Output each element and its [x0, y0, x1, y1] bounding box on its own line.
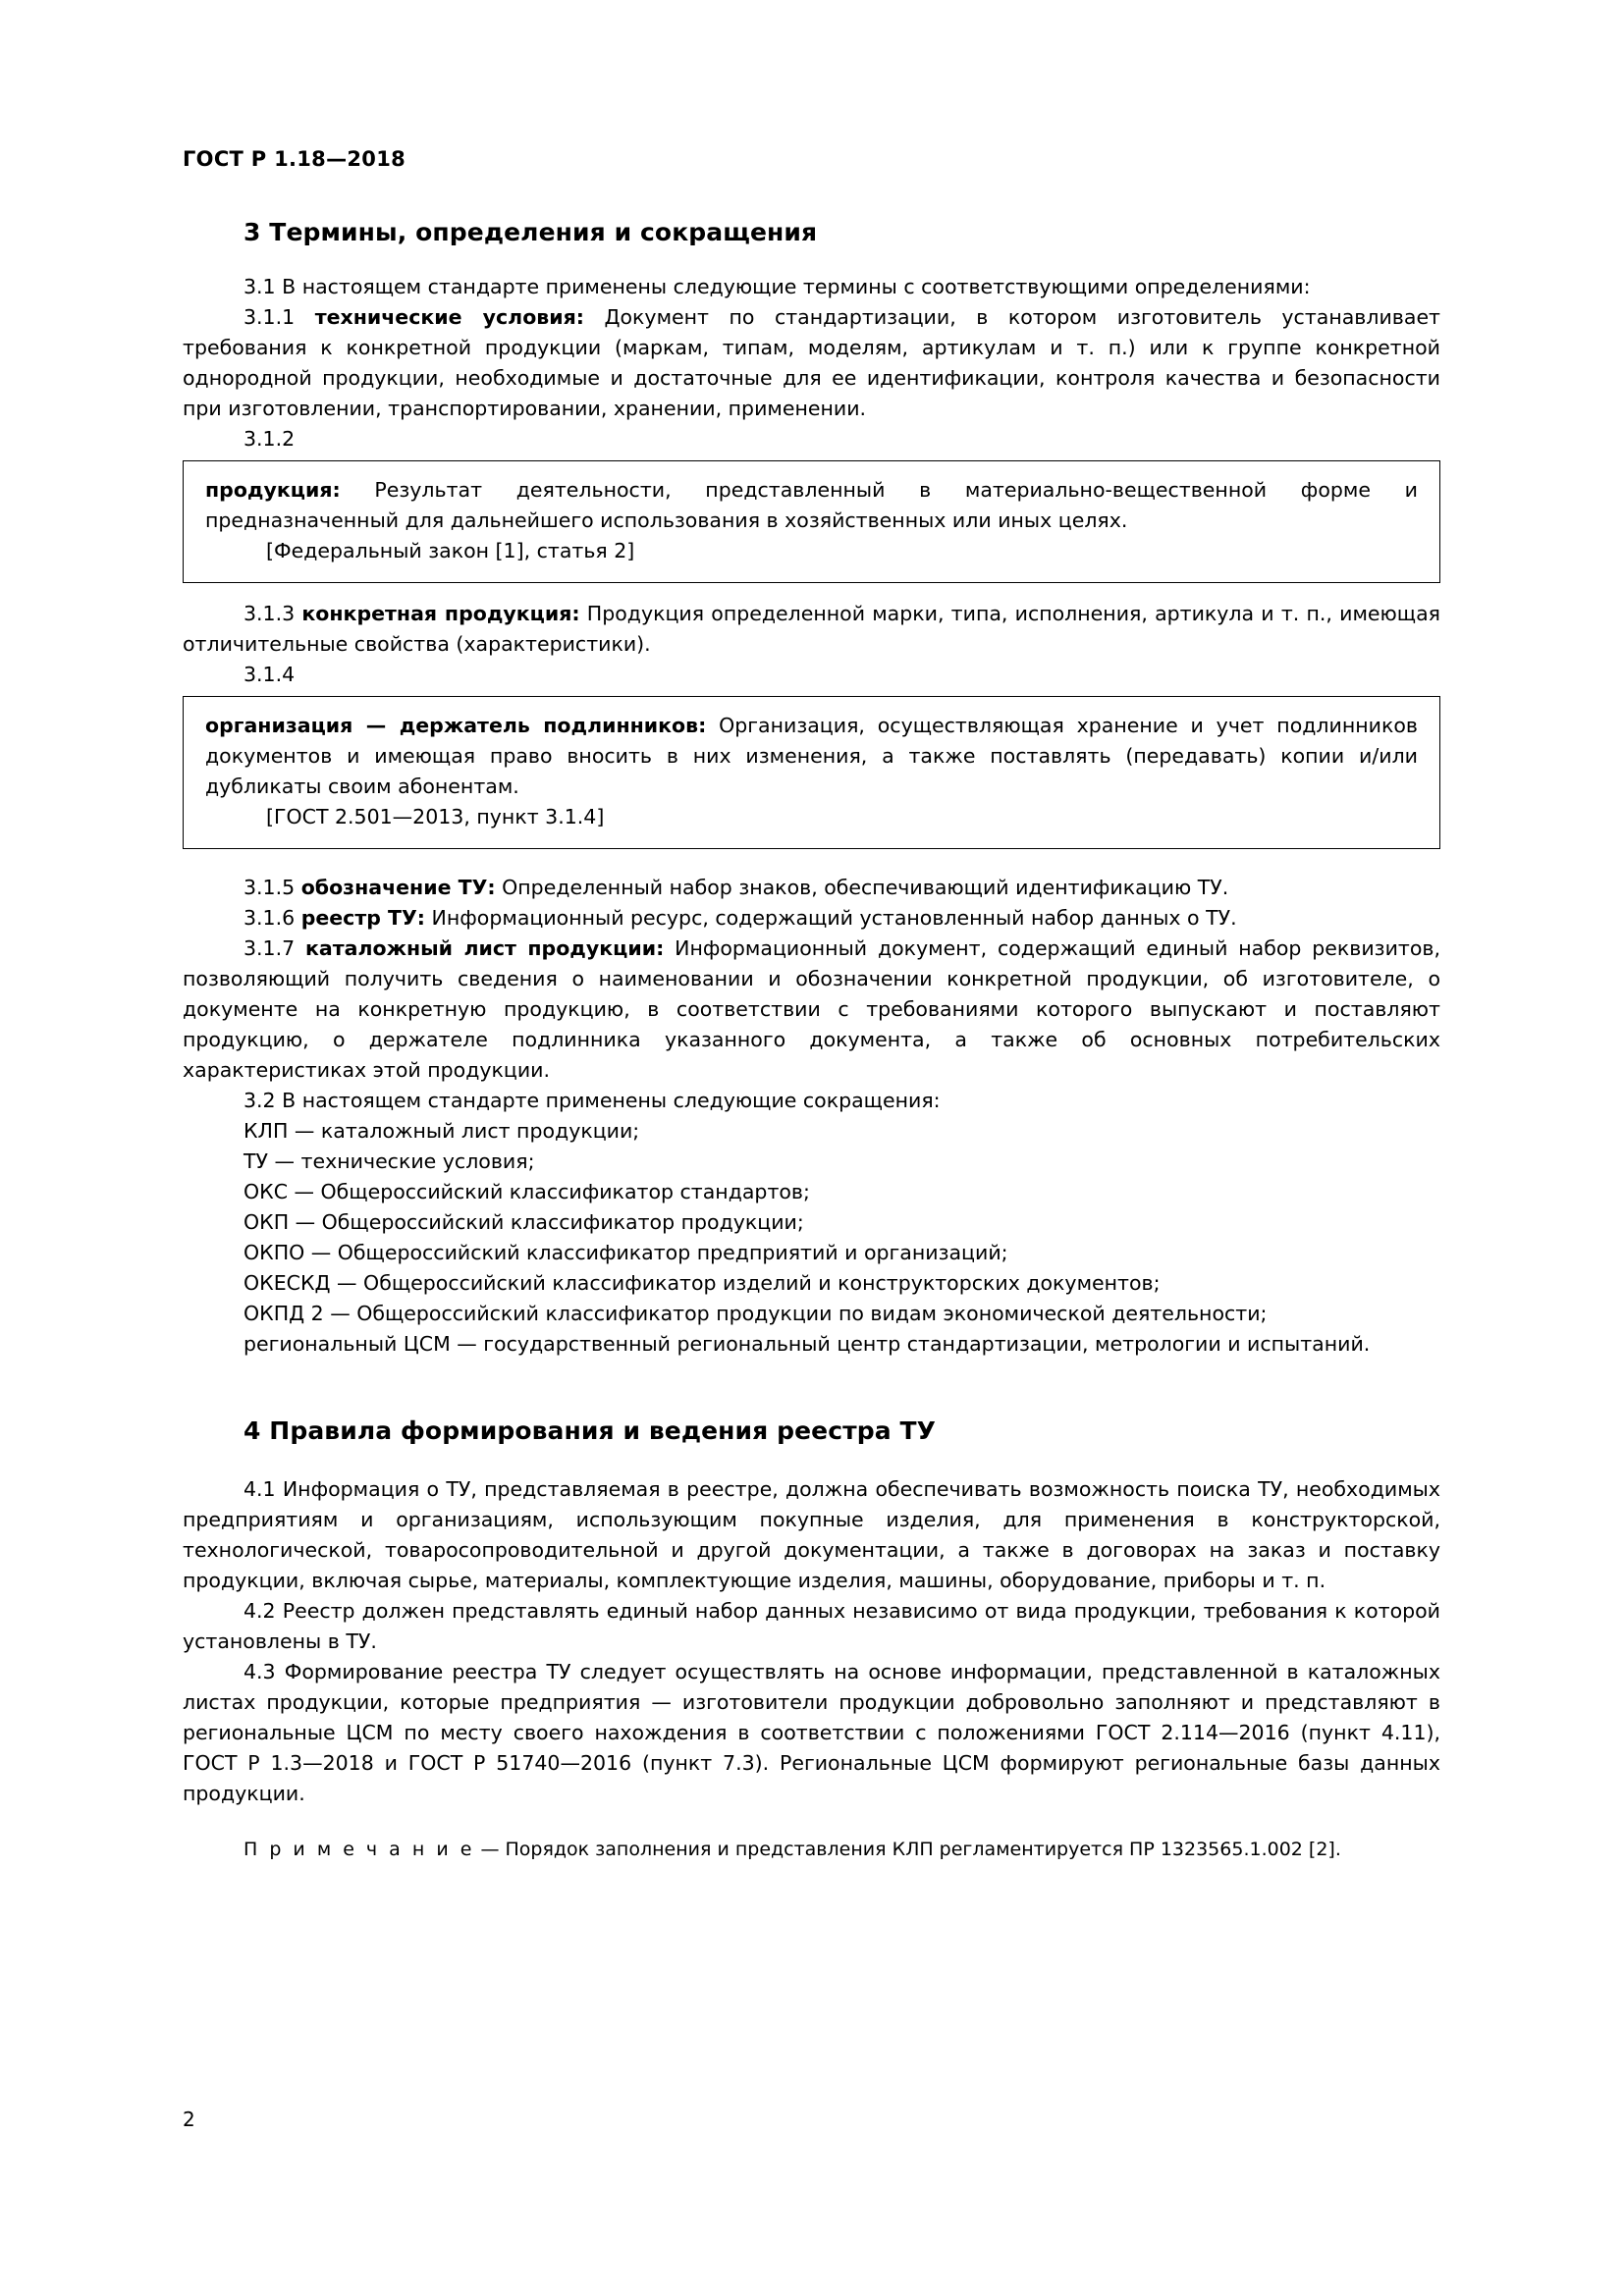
- definition-box-3-1-2: [183, 460, 1440, 583]
- abbreviation-item: ОКС — Общероссийский классификатор стандартов;: [243, 1180, 810, 1203]
- term-text-3-1-5: Определенный набор знаков, обеспечивающий идентификацию ТУ.: [495, 876, 1229, 899]
- document-header: ГОСТ Р 1.18—2018: [183, 147, 406, 171]
- abbreviation-item: ОКПД 2 — Общероссийский классификатор продукции по видам экономической деятельности;: [243, 1302, 1268, 1325]
- paragraph-4-2: 4.2 Реестр должен представлять единый набор данных независимо от вида продукции, требования к которой установлены в ТУ.: [183, 1599, 1440, 1653]
- term-label-3-1-2: продукция:: [205, 478, 341, 502]
- paragraph-3-1: 3.1 В настоящем стандарте применены следующие термины с соответствующими определениями:: [243, 275, 1311, 298]
- term-text-3-1-2: Результат деятельности, представленный в материально-вещественной форме и предназначенный для дальнейшего использования в хозяйственных или иных целях.: [205, 478, 1418, 532]
- definition-body-3-1-4: [205, 711, 1418, 802]
- term-3-1-7: [183, 934, 1440, 1086]
- term-label-3-1-5: обозначение ТУ:: [300, 876, 496, 899]
- abbreviation-item: КЛП — каталожный лист продукции;: [243, 1119, 640, 1143]
- term-number-3-1-5: 3.1.5: [243, 876, 301, 899]
- paragraph-4-1: 4.1 Информация о ТУ, представляемая в реестре, должна обеспечивать возможность поиска ТУ, необходимых предприятиям и организациям, использующим покупные изделия, для применения в конструкторской, технологической, товаросопроводительной и другой документации, а также в договорах на заказ и поставку продукции, включая сырье, материалы, комплектующие изделия, машины, оборудование, приборы и т. п.: [183, 1477, 1440, 1592]
- term-label-3-1-3: конкретная продукция:: [301, 602, 580, 625]
- definition-source-3-1-4: [ГОСТ 2.501—2013, пункт 3.1.4]: [266, 805, 605, 828]
- abbreviation-item: ОКПО — Общероссийский классификатор предприятий и организаций;: [243, 1241, 1008, 1264]
- definition-source-3-1-2: [Федеральный закон [1], статья 2]: [266, 539, 635, 562]
- paragraph-4-3: 4.3 Формирование реестра ТУ следует осуществлять на основе информации, представленной в каталожных листах продукции, которые предприятия — изготовители продукции добровольно заполняют и представляют в региональные ЦСМ по месту своего нахождения в соответствии с положениями ГОСТ 2.114—2016 (пункт 4.11), ГОСТ Р 1.3—2018 и ГОСТ Р 51740—2016 (пункт 7.3). Региональные ЦСМ формируют региональные базы данных продукции.: [183, 1660, 1440, 1805]
- term-number-3-1-3: 3.1.3: [243, 602, 296, 625]
- term-text-3-1-4: Организация, осуществляющая хранение и учет подлинников документов и имеющая право вносить в них изменения, а также поставлять (передавать) копии и/или дубликаты своим абонентам.: [205, 714, 1418, 798]
- term-3-1-1: [183, 302, 1440, 424]
- abbreviation-item-last: региональный ЦСМ — государственный региональный центр стандартизации, метрологии и испытаний.: [243, 1332, 1371, 1356]
- term-number-3-1-1: 3.1.1: [243, 305, 296, 329]
- page-number: 2: [183, 2108, 195, 2131]
- definition-body-3-1-2: [205, 475, 1418, 536]
- section-title-4: 4 Правила формирования и ведения реестра ТУ: [243, 1416, 937, 1445]
- term-number-3-1-4: 3.1.4: [243, 663, 296, 686]
- term-label-3-1-4: организация — держатель подлинников:: [205, 714, 707, 737]
- note-block: [183, 1835, 1440, 1864]
- term-text-3-1-7: Информационный документ, содержащий единый набор реквизитов, позволяющий получить сведения о наименовании и обозначении конкретной продукции, об изготовителе, о документе на конкретную продукцию, в соответствии с требованиями которого выпускают и поставляют продукцию, о держателе подлинника указанного документа, а также об основных потребительских характеристиках этой продукции.: [183, 936, 1440, 1082]
- term-number-3-1-7: 3.1.7: [243, 936, 306, 960]
- term-number-3-1-2: 3.1.2: [243, 427, 296, 451]
- term-3-1-6: [183, 903, 1440, 934]
- definition-box-3-1-4: [183, 696, 1440, 849]
- term-label-3-1-1: технические условия:: [314, 305, 584, 329]
- note-label: П р и м е ч а н и е: [243, 1839, 475, 1860]
- term-label-3-1-7: каталожный лист продукции:: [305, 936, 665, 960]
- term-3-1-5: [183, 873, 1440, 903]
- term-text-3-1-1: Документ по стандартизации, в котором изготовитель устанавливает требования к конкретной продукции (маркам, типам, моделям, артикулам и т. п.) или к группе конкретной однородной продукции, необходимые и достаточные для ее идентификации, контроля качества и безопасности при изготовлении, транспортировании, хранении, применении.: [183, 305, 1440, 420]
- term-text-3-1-6: Информационный ресурс, содержащий установленный набор данных о ТУ.: [425, 906, 1237, 930]
- term-label-3-1-6: реестр ТУ:: [300, 906, 426, 930]
- term-number-3-1-6: 3.1.6: [243, 906, 301, 930]
- term-text-3-1-3: Продукция определенной марки, типа, исполнения, артикула и т. п., имеющая отличительные свойства (характеристики).: [183, 602, 1440, 656]
- abbreviation-item: ОКЕСКД — Общероссийский классификатор изделий и конструкторских документов;: [243, 1271, 1161, 1295]
- note-text: — Порядок заполнения и представления КЛП регламентируется ПР 1323565.1.002 [2].: [474, 1839, 1341, 1860]
- term-3-1-3: [183, 599, 1440, 660]
- paragraph-3-2: 3.2 В настоящем стандарте применены следующие сокращения:: [243, 1089, 941, 1112]
- abbreviation-item: ОКП — Общероссийский классификатор продукции;: [243, 1210, 804, 1234]
- section-title-3: 3 Термины, определения и сокращения: [243, 218, 818, 246]
- abbreviation-item: ТУ — технические условия;: [243, 1149, 535, 1173]
